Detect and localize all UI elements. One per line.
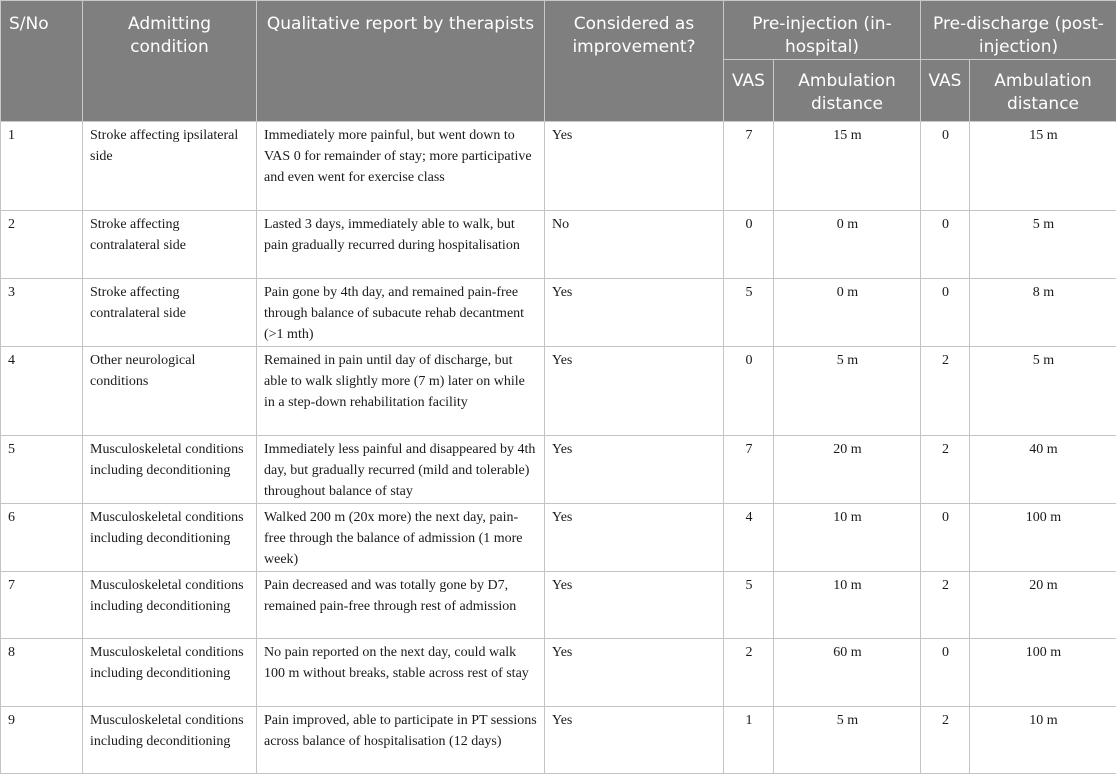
table-row [1, 436, 1116, 504]
cell-pre-vas: 4 [724, 504, 774, 572]
header-post-ambulation: Ambulation distance [970, 60, 1116, 122]
cell-pre-ambulation: 10 m [774, 572, 921, 639]
cell-post-vas: 2 [921, 707, 970, 774]
cell-post-ambulation: 20 m [970, 572, 1116, 639]
cell-report: No pain reported on the next day, could walk 100 m without breaks, stable across rest of stay [257, 639, 545, 707]
cell-post-vas: 2 [921, 347, 970, 436]
cell-report: Pain gone by 4th day, and remained pain-free through balance of subacute rehab decantment (>1 mth) [257, 279, 545, 347]
header-pre-ambulation: Ambulation distance [774, 60, 921, 122]
header-pre-injection: Pre-injection (in-hospital) [724, 1, 921, 60]
cell-post-vas: 0 [921, 122, 970, 211]
cell-improvement: Yes [545, 122, 724, 211]
cell-pre-vas: 5 [724, 572, 774, 639]
cell-report: Immediately less painful and disappeared by 4th day, but gradually recurred (mild and tolerable) throughout balance of stay [257, 436, 545, 504]
cell-pre-vas: 0 [724, 211, 774, 279]
cell-condition: Musculoskeletal conditions including deconditioning [83, 436, 257, 504]
header-pre-vas: VAS [724, 60, 774, 122]
cell-pre-ambulation: 5 m [774, 347, 921, 436]
table-row [1, 572, 1116, 639]
cell-improvement: Yes [545, 347, 724, 436]
cell-sno: 2 [1, 211, 83, 279]
header-sno: S/No [1, 1, 83, 122]
header-improvement: Considered as improvement? [545, 1, 724, 122]
table-row [1, 347, 1116, 436]
cell-post-ambulation: 8 m [970, 279, 1116, 347]
header-row-primary [1, 1, 1116, 60]
cell-post-ambulation: 5 m [970, 347, 1116, 436]
cell-improvement: Yes [545, 639, 724, 707]
cell-sno: 5 [1, 436, 83, 504]
cell-post-vas: 0 [921, 504, 970, 572]
cell-pre-vas: 0 [724, 347, 774, 436]
cell-improvement: No [545, 211, 724, 279]
cell-improvement: Yes [545, 436, 724, 504]
cell-improvement: Yes [545, 279, 724, 347]
header-post-vas: VAS [921, 60, 970, 122]
table-row [1, 639, 1116, 707]
cell-sno: 1 [1, 122, 83, 211]
cell-pre-ambulation: 10 m [774, 504, 921, 572]
cell-sno: 4 [1, 347, 83, 436]
table-row [1, 122, 1116, 211]
cell-condition: Musculoskeletal conditions including deconditioning [83, 504, 257, 572]
cell-post-vas: 0 [921, 279, 970, 347]
header-admitting-condition: Admitting condition [83, 1, 257, 122]
cell-post-ambulation: 40 m [970, 436, 1116, 504]
table-row [1, 707, 1116, 774]
cell-report: Immediately more painful, but went down to VAS 0 for remainder of stay; more participative and even went for exercise class [257, 122, 545, 211]
cell-post-ambulation: 5 m [970, 211, 1116, 279]
cell-report: Lasted 3 days, immediately able to walk, but pain gradually recurred during hospitalisation [257, 211, 545, 279]
cell-sno: 7 [1, 572, 83, 639]
cell-report: Walked 200 m (20x more) the next day, pain-free through the balance of admission (1 more week) [257, 504, 545, 572]
cell-report: Pain improved, able to participate in PT sessions across balance of hospitalisation (12 days) [257, 707, 545, 774]
cell-condition: Stroke affecting ipsilateral side [83, 122, 257, 211]
cell-post-ambulation: 10 m [970, 707, 1116, 774]
cell-improvement: Yes [545, 504, 724, 572]
cell-post-vas: 2 [921, 436, 970, 504]
cell-condition: Other neurological conditions [83, 347, 257, 436]
header-pre-discharge: Pre-discharge (post-injection) [921, 1, 1116, 60]
cell-post-ambulation: 100 m [970, 504, 1116, 572]
cell-pre-ambulation: 5 m [774, 707, 921, 774]
cell-sno: 8 [1, 639, 83, 707]
cell-post-ambulation: 100 m [970, 639, 1116, 707]
cell-post-vas: 0 [921, 639, 970, 707]
cell-post-vas: 2 [921, 572, 970, 639]
cell-pre-vas: 1 [724, 707, 774, 774]
cell-pre-ambulation: 15 m [774, 122, 921, 211]
cell-pre-vas: 2 [724, 639, 774, 707]
table-row [1, 211, 1116, 279]
cell-pre-ambulation: 20 m [774, 436, 921, 504]
cell-pre-vas: 5 [724, 279, 774, 347]
cell-pre-vas: 7 [724, 122, 774, 211]
table-row [1, 279, 1116, 347]
cell-sno: 9 [1, 707, 83, 774]
cell-condition: Stroke affecting contralateral side [83, 211, 257, 279]
cell-condition: Musculoskeletal conditions including deconditioning [83, 707, 257, 774]
cell-condition: Musculoskeletal conditions including deconditioning [83, 639, 257, 707]
cell-improvement: Yes [545, 572, 724, 639]
cell-pre-ambulation: 60 m [774, 639, 921, 707]
cell-sno: 3 [1, 279, 83, 347]
cell-post-ambulation: 15 m [970, 122, 1116, 211]
table-row [1, 504, 1116, 572]
cell-report: Remained in pain until day of discharge, but able to walk slightly more (7 m) later on while in a step-down rehabilitation facility [257, 347, 545, 436]
cell-condition: Stroke affecting contralateral side [83, 279, 257, 347]
cell-report: Pain decreased and was totally gone by D7, remained pain-free through rest of admission [257, 572, 545, 639]
cell-sno: 6 [1, 504, 83, 572]
header-qualitative-report: Qualitative report by therapists [257, 1, 545, 122]
cell-improvement: Yes [545, 707, 724, 774]
cell-post-vas: 0 [921, 211, 970, 279]
cell-pre-ambulation: 0 m [774, 211, 921, 279]
cell-pre-ambulation: 0 m [774, 279, 921, 347]
cell-pre-vas: 7 [724, 436, 774, 504]
cell-condition: Musculoskeletal conditions including deconditioning [83, 572, 257, 639]
